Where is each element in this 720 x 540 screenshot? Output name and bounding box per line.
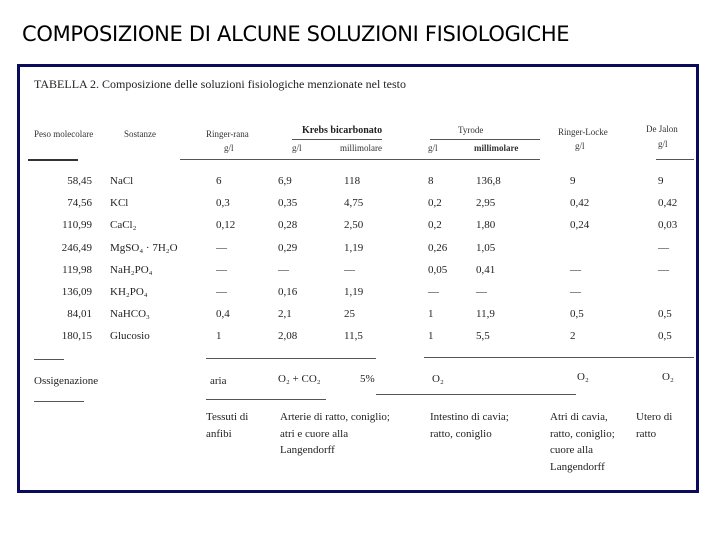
cell-krebs-gl: 0,35 <box>278 197 298 210</box>
cell-de-jalon: 0,42 <box>658 197 678 210</box>
cell-sostanza: NaCl <box>110 175 134 187</box>
tissue-de-jalon: Utero di <box>636 411 673 423</box>
cell-tyrode-mm: 1,05 <box>476 241 496 254</box>
cell-tyrode-gl: 0,26 <box>428 241 448 254</box>
tissue-tyrode: ratto, coniglio <box>430 427 492 440</box>
cell-tyrode-gl: 0,05 <box>428 263 448 276</box>
cell-krebs-mm: 2,50 <box>344 219 364 232</box>
cell-ringer-rana: 0,4 <box>216 308 230 321</box>
cell-de-jalon: 9 <box>658 175 664 187</box>
rule <box>34 401 84 402</box>
cell-ringer-rana: 0,3 <box>216 197 230 210</box>
header-de-jalon-unit: g/l <box>658 139 668 149</box>
cell-krebs-mm: 25 <box>344 308 355 321</box>
oxygenation-tyrode: O₂ <box>432 373 444 385</box>
cell-ringer-locke: — <box>570 263 581 276</box>
header-ringer-rana-unit: g/l <box>224 143 234 153</box>
cell-krebs-mm: 11,5 <box>344 330 363 343</box>
cell-peso: 110,99 <box>62 219 92 232</box>
rule <box>28 159 78 161</box>
cell-de-jalon: 0,03 <box>658 219 678 232</box>
tissue-tyrode: Intestino di cavia; <box>430 411 509 423</box>
tissue-ringer-locke: Atri di cavia, <box>550 411 608 423</box>
cell-de-jalon: 0,5 <box>658 330 672 343</box>
cell-krebs-mm: 1,19 <box>344 286 364 298</box>
cell-ringer-rana: — <box>216 263 227 276</box>
cell-ringer-locke: 0,5 <box>570 308 584 321</box>
cell-ringer-locke: 2 <box>570 330 576 343</box>
cell-krebs-mm: 4,75 <box>344 197 364 210</box>
header-tyrode: Tyrode <box>458 125 484 135</box>
cell-tyrode-mm: 11,9 <box>476 308 495 321</box>
cell-sostanza: NaH₂PO₄ <box>110 263 153 276</box>
rule <box>430 139 540 140</box>
header-ringer-locke: Ringer-Locke <box>558 127 608 137</box>
tissue-ringer-locke: ratto, coniglio; <box>550 427 615 440</box>
oxygenation-ringer-rana: aria <box>210 375 227 387</box>
cell-ringer-rana: 6 <box>216 175 222 187</box>
header-ringer-locke-unit: g/l <box>575 141 585 151</box>
cell-krebs-gl: 0,16 <box>278 286 298 298</box>
cell-tyrode-mm: 136,8 <box>476 175 501 187</box>
cell-sostanza: Glucosio <box>110 330 150 343</box>
rule <box>424 357 694 358</box>
cell-sostanza: MgSO₄ · 7H₂O <box>110 241 178 254</box>
header-peso: Peso molecolare <box>34 129 94 139</box>
cell-peso: 84,01 <box>67 308 92 321</box>
oxygenation-de-jalon: O₂ <box>662 371 674 383</box>
oxygenation-label: Ossigenazione <box>34 375 99 387</box>
cell-ringer-locke: 0,42 <box>570 197 590 210</box>
cell-sostanza: KH₂PO₄ <box>110 286 148 298</box>
cell-krebs-gl: 2,1 <box>278 308 292 321</box>
header-de-jalon: De Jalon <box>646 124 678 134</box>
cell-peso: 74,56 <box>67 197 92 210</box>
cell-ringer-locke: 9 <box>570 175 576 187</box>
cell-krebs-gl: — <box>278 263 289 276</box>
cell-tyrode-gl: 1 <box>428 330 434 343</box>
cell-tyrode-gl: 1 <box>428 308 434 321</box>
header-krebs: Krebs bicarbonato <box>302 125 383 136</box>
oxygenation-krebs-pct: 5% <box>360 373 375 385</box>
cell-tyrode-gl: 0,2 <box>428 197 442 210</box>
header-krebs-mm: millimolare <box>340 143 382 153</box>
cell-tyrode-mm: 5,5 <box>476 330 490 343</box>
cell-peso: 136,09 <box>61 286 92 298</box>
rule <box>292 139 382 140</box>
rule <box>206 399 326 400</box>
tissue-krebs: Langendorff <box>280 444 335 456</box>
tissue-ringer-locke: cuore alla <box>550 444 594 456</box>
cell-krebs-gl: 0,29 <box>278 241 298 254</box>
cell-krebs-mm: — <box>344 263 355 276</box>
cell-ringer-rana: — <box>216 286 227 298</box>
cell-de-jalon: — <box>658 241 669 254</box>
cell-tyrode-gl: 0,2 <box>428 219 442 232</box>
rule <box>656 159 694 160</box>
tissue-krebs: Arterie di ratto, coniglio; <box>280 411 390 423</box>
cell-ringer-rana: 0,12 <box>216 219 236 232</box>
table-frame <box>17 64 699 493</box>
cell-sostanza: CaCl₂ <box>110 219 137 232</box>
oxygenation-krebs: O₂ + CO₂ <box>278 373 321 385</box>
cell-sostanza: KCl <box>110 197 129 210</box>
cell-de-jalon: — <box>658 263 669 276</box>
header-ringer-rana: Ringer-rana <box>206 129 249 139</box>
cell-peso: 246,49 <box>61 241 92 254</box>
cell-ringer-locke: — <box>570 286 581 298</box>
cell-tyrode-mm: 1,80 <box>476 219 496 232</box>
cell-tyrode-gl: — <box>428 286 439 298</box>
tissue-krebs: atri e cuore alla <box>280 427 349 440</box>
cell-tyrode-mm: — <box>476 286 487 298</box>
rule <box>376 394 576 395</box>
tissue-ringer-rana: anfibi <box>206 427 232 440</box>
slide-title: COMPOSIZIONE DI ALCUNE SOLUZIONI FISIOLOGICHE <box>22 22 570 46</box>
header-krebs-gl: g/l <box>292 143 302 153</box>
cell-krebs-gl: 2,08 <box>278 330 298 343</box>
cell-ringer-locke: 0,24 <box>570 219 590 232</box>
cell-de-jalon: 0,5 <box>658 308 672 321</box>
cell-krebs-mm: 118 <box>344 175 361 187</box>
cell-peso: 58,45 <box>67 175 92 187</box>
tissue-de-jalon: ratto <box>636 427 657 440</box>
cell-tyrode-mm: 0,41 <box>476 263 496 276</box>
cell-sostanza: NaHCO₃ <box>110 308 150 321</box>
rule <box>34 359 64 360</box>
tissue-ringer-rana: Tessuti di <box>206 411 249 423</box>
cell-krebs-gl: 6,9 <box>278 175 292 187</box>
oxygenation-ringer-locke: O₂ <box>577 371 589 383</box>
header-tyrode-mm: millimolare <box>474 143 519 153</box>
header-tyrode-gl: g/l <box>428 143 438 153</box>
cell-krebs-gl: 0,28 <box>278 219 298 232</box>
tissue-ringer-locke: Langendorff <box>550 460 605 473</box>
header-sostanze: Sostanze <box>124 129 156 139</box>
cell-ringer-rana: — <box>216 241 227 254</box>
cell-peso: 119,98 <box>62 263 92 276</box>
rule <box>180 159 540 160</box>
table-caption: TABELLA 2. Composizione delle soluzioni fisiologiche menzionate nel testo <box>34 77 406 91</box>
rule <box>206 358 376 359</box>
cell-krebs-mm: 1,19 <box>344 241 364 254</box>
cell-peso: 180,15 <box>61 330 92 343</box>
cell-tyrode-gl: 8 <box>428 175 434 187</box>
cell-tyrode-mm: 2,95 <box>476 197 496 210</box>
cell-ringer-rana: 1 <box>216 330 222 343</box>
